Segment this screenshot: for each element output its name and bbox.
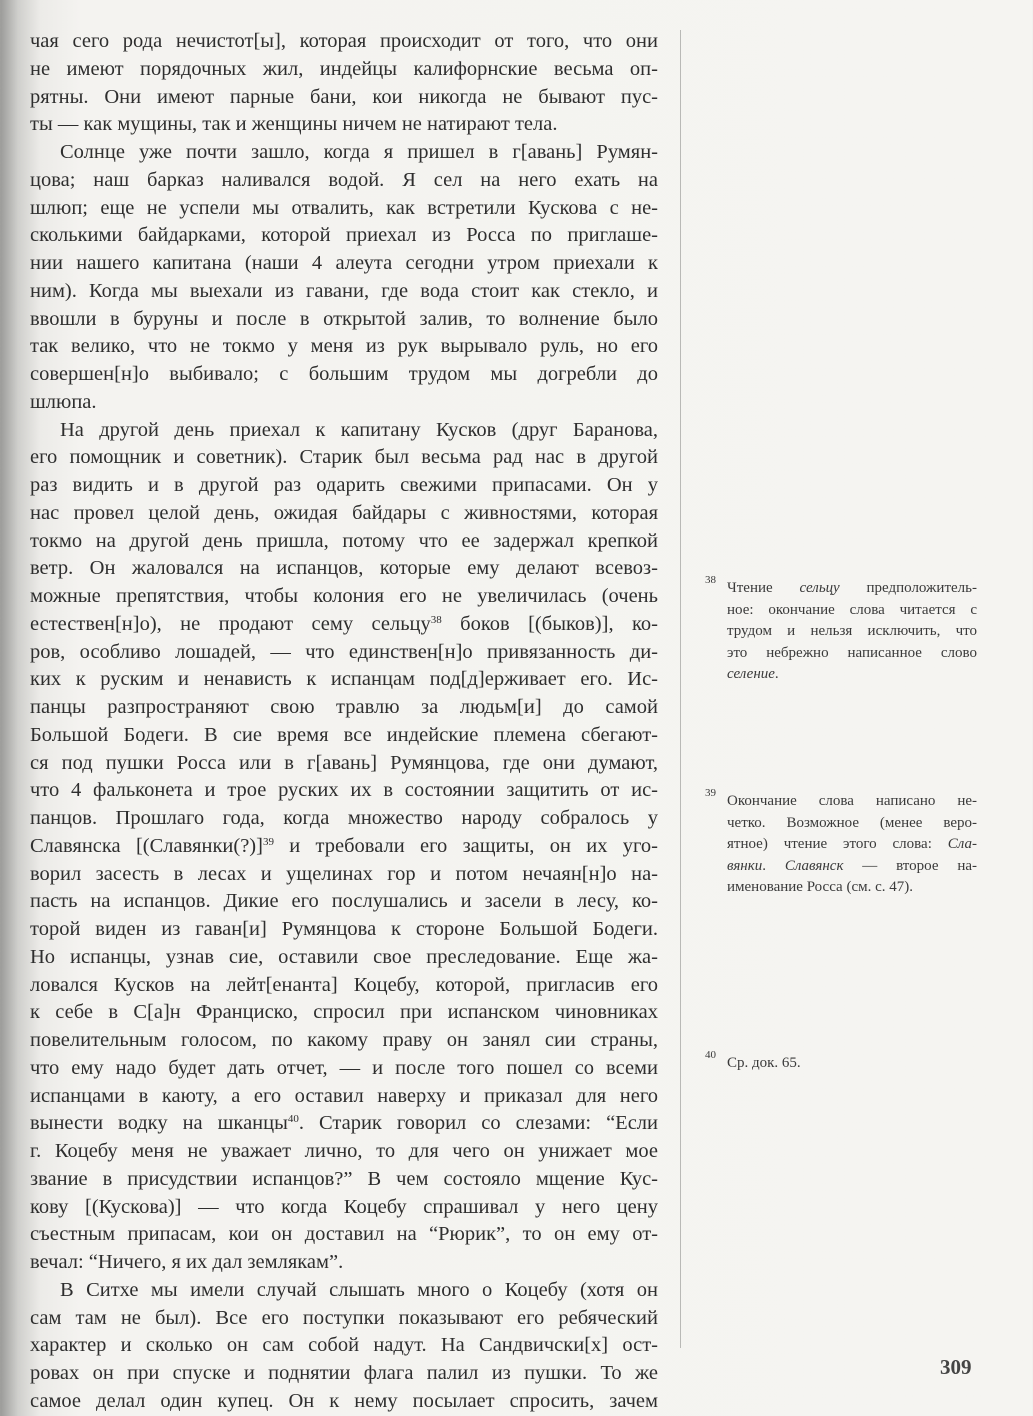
footnote-line: это небрежно написанное слово (727, 644, 977, 661)
text-line: испанцами в каюту, а его оставил наверху и приказал для него (30, 1084, 658, 1107)
text-line: Славянска [(Славянки(?)]$^{39}$ и требовали его защиты, он их уго- (30, 834, 658, 857)
text-line: рятны. Они имеют парные бани, кои никогда не бывают пус- (30, 85, 658, 108)
text-line: Большой Бодеги. В сие время все индейские племена сбегают- (30, 723, 658, 746)
text-line: ты — как мущины, так и женщины ничем не натирают тела. (30, 113, 558, 136)
footnote-number: 39 (705, 787, 716, 799)
footnote-line: Окончание слова написано не- (727, 793, 977, 809)
text-line: Солнце уже почти зашло, когда я пришел в г[авань] Румян- (60, 141, 658, 163)
text-line: пасть на испанцов. Дикие его послушались и засели в лесу, ко- (30, 890, 658, 913)
text-line: чая сего рода нечистот[ы], которая происходит от того, что они (30, 30, 658, 52)
footnote-line: трудом и нельзя исключить, что (727, 623, 977, 639)
text-line: так велико, что не токмо у меня из рук вырывало руль, но его (30, 335, 658, 358)
text-line: кову [(Кускова)] — что когда Коцебу спрашивал у него цену (30, 1195, 658, 1218)
text-line: ров, особливо лошадей, — что единствен[н]о привязанность ди- (30, 640, 658, 663)
text-line: сколькими байдарками, которой приехал из Росса по приглаше- (30, 224, 658, 247)
text-line: сам там не был). Все его поступки показывают его ребяческий (30, 1306, 658, 1329)
text-line: цова; наш барказ наливался водой. Я сел на него ехать на (30, 168, 658, 191)
italic-term: Сла- (947, 836, 977, 852)
footnote-line: ятное) чтение этого слова: Сла- (727, 836, 977, 852)
footnote-line: селение. (727, 666, 779, 682)
text-line: вынести водку на шканцы$^{40}$. Старик говорил со слезами: “Если (30, 1112, 658, 1135)
text-line: повелительным голосом, по какому праву он занял сии страны, (30, 1029, 658, 1051)
footnote-line: вянки. Славянск — второе на- (727, 857, 978, 874)
text-line: г. Коцебу меня не уважает лично, то для чего он унижает мое (30, 1140, 658, 1162)
footnote-line: ное: окончание слова читается с (727, 601, 977, 618)
italic-term: сельцу (799, 580, 840, 596)
text-line: токмо на другой день пришла, потому что ее задержал крепкой (30, 529, 658, 552)
text-line: съестным припасам, кои он доставил на “Рюрик”, то он ему от- (30, 1223, 658, 1246)
text-line: нас провел целой день, ожидая байдары с живностями, которая (30, 501, 658, 524)
text-line: ввошли в буруны и после в открытой залив, то волнение было (30, 307, 658, 330)
text-line: ровах он при спуске и поднятии флага палил из пушки. То же (30, 1362, 658, 1384)
text-line: что 4 фальконета и трое руских их в состоянии защитить от ис- (30, 779, 658, 802)
main-text (30, 28, 658, 1416)
text-line: шлюпа. (30, 390, 97, 413)
footnote-39 (705, 787, 978, 899)
italic-term: Славянск (784, 857, 844, 874)
text-line: звание в присудствии испанцов?” В чем состояло мщение Кус- (30, 1167, 658, 1190)
footnote-ref: 39 (262, 835, 274, 848)
footnote-40 (705, 1049, 977, 1075)
text-line: вечал: “Ничего, я их дал землякам”. (30, 1251, 344, 1273)
text-line: характер и сколько он сам собой надут. На Сандвичски[х] ост- (30, 1334, 658, 1357)
text-line: нии нашего капитана (наши 4 алеута сегодни утром приехали к (30, 252, 658, 274)
text-line: панцов. Прошлаго года, когда множество народу собралось у (30, 807, 658, 829)
footnote-line: четко. Возможное (менее веро- (727, 814, 977, 831)
text-line: шлюп; еще не успели мы отвалить, как встретили Кускова с не- (30, 196, 658, 219)
footnote-38 (705, 574, 977, 686)
text-line: В Ситхе мы имели случай слышать много о Коцебу (хотя он (60, 1278, 658, 1301)
text-line: ких к руским и ненависть к испанцам под[д]ерживает его. Ис- (30, 668, 658, 691)
page-number: 309 (940, 1355, 972, 1379)
text-line: На другой день приехал к капитану Кусков (друг Баранова, (60, 418, 658, 441)
text-line: ворил засесть в лесах и ущелинах гор и потом нечаян[н]о на- (30, 862, 658, 885)
text-line: к себе в С[а]н Франциско, спросил при испанском чиновниках (30, 1001, 658, 1024)
column-divider (680, 30, 681, 1348)
text-line: панцы разпространяют свою травлю за людьм[и] до самой (30, 696, 658, 718)
text-line: естествен[н]о), не продают сему сельцу$^{38}$ боков [(быков)], ко- (30, 612, 658, 635)
text-line: самое делал один купец. Он к нему посылает спросить, зачем (30, 1389, 658, 1412)
text-line: ся под пушки Росса или в г[авань] Румянцова, где они думают, (30, 751, 658, 774)
italic-term: вянки (727, 857, 763, 874)
text-line: можные препятствия, чтобы колония его не увеличилась (очень (30, 585, 658, 607)
text-line: не имеют порядочных жил, индейцы калифорнские весьма оп- (30, 57, 658, 80)
text-line: что ему надо будет дать отчет, — и после того пошел со всеми (30, 1056, 658, 1079)
footnote-number: 40 (705, 1049, 716, 1061)
footnote-line: именование Росса (см. с. 47). (727, 879, 914, 895)
italic-term: селение (727, 666, 775, 682)
text-line: торой виден из гаван[и] Румянцова к стороне Большой Бодеги. (30, 918, 658, 940)
text-line: ветр. Он жаловался на испанцов, которые ему делают всевоз- (30, 557, 658, 580)
footnote-line: Ср. док. 65. (727, 1055, 801, 1071)
text-line: Но испанцы, узнав сие, оставили свое преследование. Еще жа- (30, 945, 658, 968)
footnote-line: Чтение сельцу предположитель- (727, 580, 977, 596)
text-line: ним). Когда мы выехали из гавани, где вода стоит как стекло, и (30, 279, 658, 302)
footnote-ref: 40 (287, 1113, 299, 1126)
text-line: ловался Кусков на лейт[енанта] Коцебу, которой, пригласив его (30, 973, 658, 996)
footnote-ref: 38 (430, 613, 442, 626)
footnote-number: 38 (705, 574, 716, 586)
text-line: совершен[н]о выбивало; с большим трудом мы догребли до (30, 363, 658, 385)
text-line: раз видить и в другой раз одарить свежими припасами. Он у (30, 474, 658, 496)
text-line: его помощник и советник). Старик был весьма рад нас в другой (30, 446, 658, 469)
